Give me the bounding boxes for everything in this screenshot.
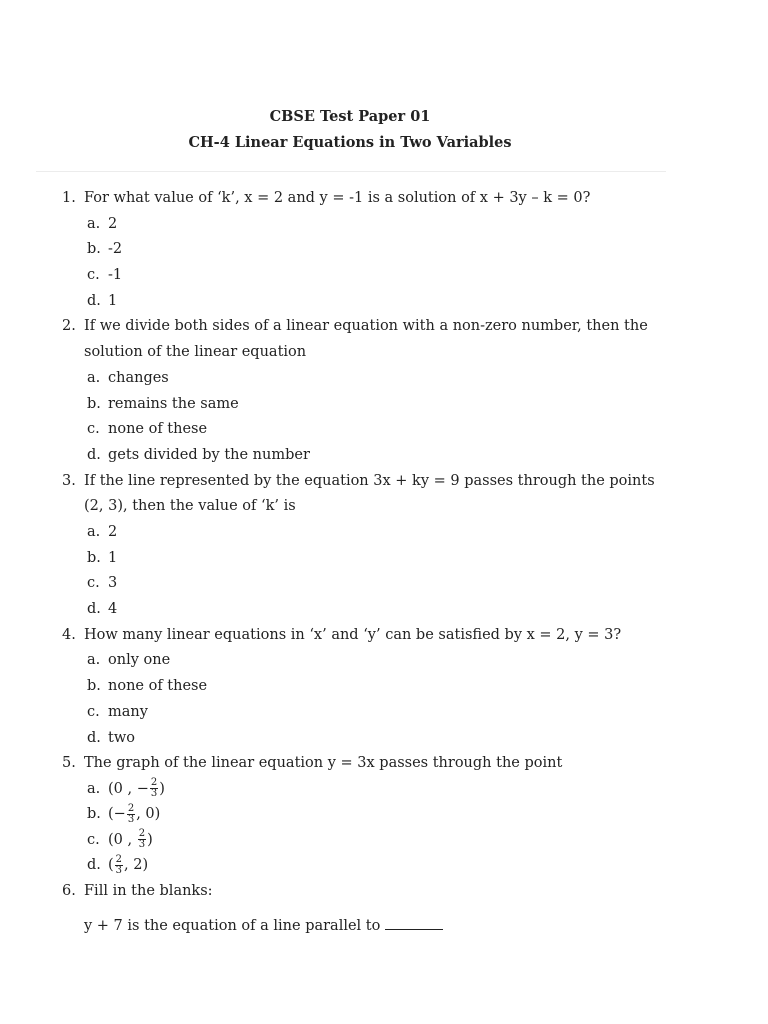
answer-blank [385,915,443,930]
option-list [84,520,700,623]
math-suffix: , 0) [136,806,161,823]
question-text: If the line represented by the equation 3x + ky = 9 passes through the points (2, 3), then the value of ‘k’ is [84,472,655,515]
option-d [84,289,700,315]
fraction-numerator: 2 [115,853,123,865]
paper-header [0,108,700,160]
question-number: 1. [62,190,76,206]
option-text: gets divided by the number [108,446,310,463]
fraction [127,804,135,825]
option-letter: d. [87,729,101,746]
option-letter: b. [87,806,101,823]
option-b [84,674,700,700]
option-text: changes [108,369,169,386]
fill-blank-statement [0,914,443,940]
option-c [84,571,700,597]
option-list [84,648,700,751]
option-letter: b. [87,241,101,258]
fraction-numerator: 2 [138,828,146,840]
option-c [84,700,700,726]
option-c [84,828,700,854]
question-number: 5. [62,755,76,772]
question-3 [0,469,700,623]
option-text: -2 [108,241,123,258]
option-letter: a. [87,524,101,541]
fraction-numerator: 2 [150,777,158,789]
option-letter: b. [87,678,101,695]
option-letter: b. [87,395,101,412]
question-5 [0,751,700,879]
option-letter: a. [87,369,101,386]
math-prefix: (0 , [108,831,137,848]
option-text: none of these [108,421,208,438]
question-number: 2. [62,318,76,335]
fraction-denominator: 3 [127,813,135,825]
option-text: only one [108,652,171,669]
question-list [0,186,700,905]
option-b [84,392,700,418]
option-c [84,417,700,443]
option-d [84,597,700,623]
option-letter: d. [87,292,101,309]
fraction [138,829,146,850]
option-math [108,853,149,876]
fill-blank-text: y + 7 is the equation of a line parallel to [84,918,381,934]
option-list [84,777,700,879]
question-text: How many linear equations in ‘x’ and ‘y’ can be satisfied by x = 2, y = 3? [84,626,622,643]
option-text: -1 [108,267,123,284]
option-text: two [108,729,135,746]
fraction-numerator: 2 [127,802,135,814]
paper-title: CBSE Test Paper 01 [269,108,431,125]
math-prefix: (0 , − [108,780,149,797]
option-letter: a. [87,780,101,797]
option-math [108,828,153,851]
chapter-title: CH-4 Linear Equations in Two Variables [188,134,512,151]
option-letter: c. [87,575,100,592]
question-number: 3. [62,472,76,489]
option-letter: c. [87,703,100,720]
option-list [84,212,700,315]
question-number: 6. [62,882,76,899]
question-1 [0,186,700,314]
option-d [84,853,700,879]
question-text: For what value of ‘k’, x = 2 and y = -1 is a solution of x + 3y – k = 0? [84,190,591,206]
option-b [84,802,700,828]
question-text: If we divide both sides of a linear equation with a non-zero number, then the solution of the linear equation [84,318,648,361]
option-math [108,777,165,800]
fraction-denominator: 3 [115,864,123,876]
option-b [84,546,700,572]
option-letter: d. [87,857,101,874]
math-prefix: ( [108,857,114,874]
option-letter: c. [87,421,100,438]
option-letter: c. [87,267,100,284]
option-text: 4 [108,601,118,618]
option-math [108,802,161,825]
question-number: 4. [62,626,76,643]
header-divider [36,171,666,172]
option-letter: c. [87,831,100,848]
option-a [84,648,700,674]
option-letter: a. [87,652,101,669]
question-text: The graph of the linear equation y = 3x passes through the point [84,755,563,772]
option-text: none of these [108,678,208,695]
option-a [84,520,700,546]
option-text: 1 [108,292,118,309]
math-prefix: (− [108,806,126,823]
option-letter: b. [87,549,101,566]
question-2 [0,314,700,468]
option-a [84,212,700,238]
fraction [115,855,123,876]
question-text: Fill in the blanks: [84,882,213,899]
math-suffix: ) [159,780,165,797]
math-suffix: ) [147,831,153,848]
option-text: remains the same [108,395,239,412]
option-text: 2 [108,215,118,232]
fraction-denominator: 3 [138,839,146,851]
option-text: 2 [108,524,118,541]
option-letter: d. [87,601,101,618]
fraction [150,778,158,799]
option-letter: a. [87,215,101,232]
option-list [84,366,700,469]
option-letter: d. [87,446,101,463]
option-text: 3 [108,575,118,592]
option-text: 1 [108,549,118,566]
option-d [84,726,700,752]
option-b [84,237,700,263]
option-a [84,777,700,803]
question-4 [0,623,700,751]
fraction-denominator: 3 [150,788,158,800]
option-a [84,366,700,392]
option-c [84,263,700,289]
option-text: many [108,703,148,720]
question-6 [0,879,700,905]
math-suffix: , 2) [124,857,149,874]
option-d [84,443,700,469]
